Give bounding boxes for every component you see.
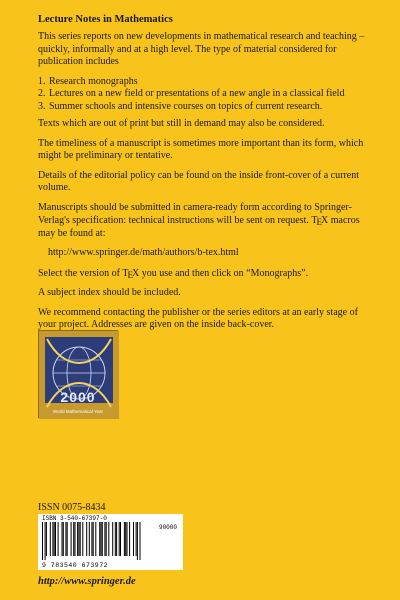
barcode-bar bbox=[112, 522, 113, 556]
logo-caption: World Mathematical Year bbox=[53, 409, 103, 414]
barcode-bar bbox=[91, 522, 92, 556]
barcode-bar bbox=[129, 522, 130, 556]
logo-graphic bbox=[39, 331, 119, 419]
tex-logo: TEX bbox=[122, 267, 140, 280]
isbn-barcode bbox=[38, 514, 183, 570]
intro-paragraph: This series reports on new developments in mathematical research and teaching – quickly, informally and at a high level. The type of material considered for publication includes bbox=[38, 31, 365, 67]
list-item bbox=[38, 76, 378, 89]
barcode-bar bbox=[140, 522, 141, 560]
list-number: 2. bbox=[38, 88, 46, 99]
index-paragraph: A subject index should be included. bbox=[38, 287, 181, 298]
barcode-bar bbox=[65, 522, 66, 556]
barcode-bar bbox=[77, 522, 78, 556]
barcode-bar bbox=[50, 522, 51, 556]
barcode-bar bbox=[106, 522, 107, 556]
barcode-bar bbox=[82, 522, 83, 556]
barcode-bar bbox=[95, 522, 96, 556]
barcode-bars bbox=[42, 522, 142, 560]
barcode-bar bbox=[108, 522, 109, 556]
back-cover-text bbox=[38, 14, 378, 339]
barcode-bar bbox=[137, 522, 138, 560]
barcode-bar bbox=[52, 522, 53, 556]
barcode-bar bbox=[93, 522, 94, 556]
list-item bbox=[38, 101, 378, 114]
barcode-bar bbox=[67, 522, 68, 556]
barcode-bar bbox=[133, 522, 134, 556]
barcode-bar bbox=[125, 522, 126, 556]
barcode-bar bbox=[104, 522, 105, 556]
barcode-bar bbox=[101, 522, 102, 556]
select-paragraph: Select the version of TEX you use and then click on “Monographs”. bbox=[38, 267, 309, 280]
barcode-bar bbox=[119, 522, 120, 556]
isbn-text: ISBN 3-540-67397-0 bbox=[42, 515, 107, 522]
barcode-bar bbox=[116, 522, 117, 556]
tex-logo: TEX bbox=[311, 215, 329, 227]
barcode-bar bbox=[63, 522, 64, 556]
barcode-bar bbox=[46, 522, 47, 556]
list-text: Research monographs bbox=[49, 75, 138, 87]
list-number: 1. bbox=[38, 75, 46, 87]
barcode-bar bbox=[102, 522, 103, 556]
price-code: 90000 bbox=[158, 524, 177, 531]
barcode-digits: 9 783540 673972 bbox=[42, 562, 109, 569]
out-of-print-paragraph: Texts which are out of print but still in demand may also be considered. bbox=[38, 118, 325, 129]
barcode-bar bbox=[127, 522, 128, 556]
recommend-paragraph: We recommend contacting the publisher or the series editors at an early stage of your project. Addresses are given on the inside back-cover. bbox=[38, 306, 358, 330]
list-item bbox=[38, 88, 378, 101]
issn-label: ISSN 0075-8434 bbox=[38, 502, 106, 513]
barcode-bar bbox=[42, 522, 43, 560]
material-list bbox=[38, 76, 378, 114]
barcode-bar bbox=[120, 522, 121, 556]
barcode-bar bbox=[54, 522, 55, 556]
barcode-bar bbox=[99, 522, 100, 556]
world-mathematical-year-logo bbox=[38, 330, 118, 418]
logo-year: 2000 bbox=[60, 389, 96, 405]
list-number: 3. bbox=[38, 100, 46, 112]
barcode-bar bbox=[55, 522, 56, 556]
barcode-bar bbox=[86, 522, 87, 556]
barcode-bar bbox=[115, 522, 116, 556]
list-text: Lectures on a new field or presentations of a new angle in a classical field bbox=[49, 88, 345, 99]
springer-url[interactable]: http://www.springer.de bbox=[38, 576, 136, 587]
list-text: Summer schools and intensive courses on topics of current research. bbox=[49, 100, 323, 112]
barcode-bar bbox=[89, 522, 90, 556]
barcode-bar bbox=[80, 522, 81, 556]
details-paragraph: Details of the editorial policy can be found on the inside front-cover of a current volume. bbox=[38, 169, 359, 193]
barcode-bar bbox=[73, 522, 74, 556]
barcode-bar bbox=[136, 522, 137, 556]
barcode-bar bbox=[71, 522, 72, 556]
barcode-bar bbox=[62, 522, 63, 556]
timeliness-paragraph: The timeliness of a manuscript is sometimes more important than its form, which might be preliminary or tentative. bbox=[38, 137, 364, 161]
barcode-bar bbox=[58, 522, 59, 556]
macros-url[interactable]: http://www.springer.de/math/authors/b-tex.html bbox=[48, 247, 239, 258]
manuscripts-paragraph: Manuscripts should be submitted in camera-ready form according to Springer-Verlag's specification: technical instructions will be sent on request. TEX macros may be found at: bbox=[38, 201, 360, 239]
barcode-bar bbox=[45, 522, 46, 560]
barcode-bar bbox=[124, 522, 125, 556]
series-title: Lecture Notes in Mathematics bbox=[38, 14, 173, 25]
barcode-bar bbox=[75, 522, 76, 556]
barcode-bar bbox=[78, 522, 79, 556]
